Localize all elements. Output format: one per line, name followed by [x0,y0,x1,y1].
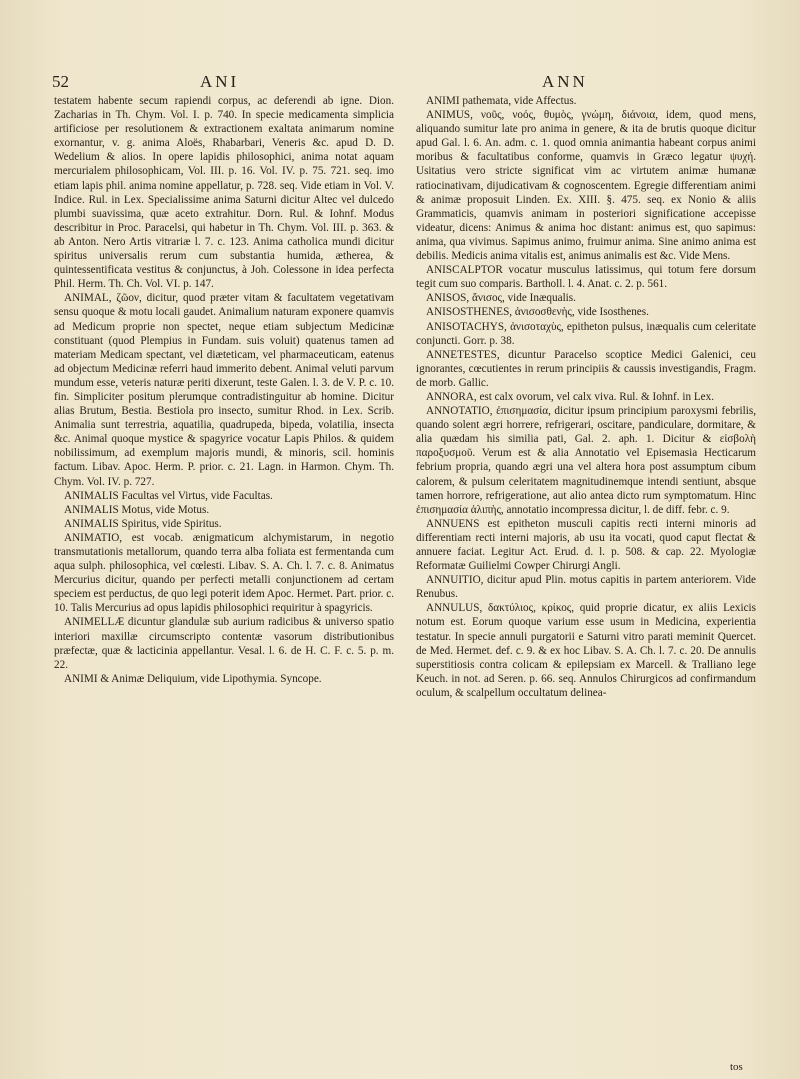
running-head-left: ANI [200,72,240,91]
entry-paragraph: ANIMELLÆ dicuntur glandulæ sub aurium radicibus & universo spatio interiori maxillæ circumscripto contentæ vasorum distributionibus præfectæ, quæ & lacticinia appellantur. Vesal. l. 6. de H. C. F. c. 5. p. m. 22. [54,616,394,671]
page-header [44,72,756,94]
entry-paragraph: ANNUENS est epitheton musculi capitis recti interni minoris ad differentiam recti interni majoris, ab usu ita vocati, quod caput flectat & annuere faciat. Legitur Act. Erud. d. l. p. 508. & cap. 22. Myologiæ Reformatæ Guilielmi Cowper Chirurgi Angli. [416,517,756,573]
entry-paragraph: ANISOTACHYS, ἀνισοταχὺς, epitheton pulsus, inæqualis cum celeritate conjuncti. Gorr. p. 38. [416,320,756,347]
right-column [416,94,756,700]
entry-paragraph: ANNETESTES, dicuntur Paracelso scoptice Medici Galenici, ceu ignorantes, cœcutientes in rerum principiis & caussis investigandis, Fragm. de morb. Gallic. [416,348,756,389]
entry-paragraph: ANIMALIS Spiritus, vide Spiritus. [64,517,222,530]
entry-paragraph: ANIMI pathemata, vide Affectus. [426,95,577,107]
entry-paragraph: ANIMATIO, est vocab. ænigmaticum alchymistarum, in negotio transmutationis metallorum, quando terra alba foliata est fermentanda cum aqua sulph. philosophica, vel cœlesti. Libav. S. A. Ch. l. 7. c. 8. Animatus Mercurius dicitur, quando per perfecti metalli conjunctionem ad certam speciem est perductus, de quo legi poterit idem Apoc. Hermet. Part. prior. c. 10. Talis Mercurius ad opus lapidis philosophici requiritur à spagyricis. [54,531,394,615]
entry-paragraph: ANNULUS, δακτύλιος, κρίκος, quid proprie dicatur, ex aliis Lexicis notum est. Eorum quoque varium esse usum in Medicina, experientia testatur. In specie annuli purgatorii e Saturni vitro parati meminit Quercet. de Med. Hermet. def. c. 9. & ex hoc Libav. S. A. Ch. l. 7. c. 20. De annulis superstitiosis contra colicam & epilepsiam ex Marcell. & Tralliano lege Keuch. in not. ad Seren. p. 66. seq. Annulos Chirurgicos ad confirmandum oculum, & scalpellum occultatum delinea- [416,602,756,699]
entry-paragraph: ANIMAL, ζῶον, dicitur, quod præter vitam & facultatem vegetativam sensu quoque & motu locali gaudet. Animalium naturam exponere quamvis ad Medicum proprie non spectet, neque etiam subjectum Medicinæ constituant (quod Plempius in Fundam. suis voluit) quatenus tamen ad materiam Medicam spectant, vel diæteticam, vel pharmaceuticam, eatenus ad objectum Medicinæ referri haud immerito debent. Animal veluti parvum mundum esse, veteris naturæ periti dixerunt, teste Galen. l. 3. de V. P. c. 10. fin. Simpliciter positum plerumque contradistinguitur ab homine. Dicitur alias Brutum, Bestia. Bestiola pro insecto, sumitur Rhod. in Lex. Scrib. Animalia sunt terrestria, aquatilia, quadrupeda, bipeda, volatilia, insecta &c. Animal quoque mystice & spagyrice vocatur Lapis Philos. & quidem nobilissimum, ad exemplum majoris mundi, & minoris, scil. hominis factum. Libav. Apoc. Herm. P. prior. c. 21. Lagn. in Harmon. Chym. Th. Chym. Vol. IV. p. 727. [54,292,394,488]
page-number: 52 [52,72,69,91]
entry-paragraph: testatem habente secum rapiendi corpus, ac deferendi ab igne. Dion. Zacharias in Th. Chym. Vol. I. p. 740. In specie medicamenta simplicia artificiose per resolutionem & extractionem exaltata animarum nomine exornantur, v. g. anima Aloës, Rhabarbari, Veneris &c. apud D. D. Wedelium & alios. In opere lapidis philosophici, anima notat aquam mercurialem philosophicam, Vol. III. p. 16. Vol. IV. p. 75. 721. seq. imo etiam lapis phil. anima nomine appellatur, p. 728. seq. Vide etiam in Vol. V. Indice. Rul. in Lex. Specialissime anima Saturni dicitur Altec vel dulcedo plumbi suavissima, quæ aceto extrahitur. Dorn. Rul. & Iohnf. Modus describitur in Proc. Paracelsi, qui habetur in Th. Chym. Vol. III. p. 363. & ab Anton. Nero Artis vitrariæ l. 7. c. 123. Anima catholica mundi dicitur spiritus universalis rerum cum substantia humida, ætherea, & quintessentificata vestitus & conjunctus, à Joh. Colessone in idea perfecta Phil. Herm. Th. Ch. Vol. VI. p. 147. [54,95,394,291]
entry-paragraph: ANISOSTHENES, ἀνισοσθενὴς, vide Isosthenes. [426,306,649,319]
entry-paragraph: ANNORA, est calx ovorum, vel calx viva. Rul. & Iohnf. in Lex. [426,390,715,403]
entry-paragraph: ANIMALIS Facultas vel Virtus, vide Facultas. [64,489,273,502]
entry-paragraph: ANIMUS, νοῦς, νοός, θυμὸς, γνώμη, διάνοια, idem, quod mens, aliquando sumitur late pro anima in genere, & ita de brutis quoque dicitur apud Gal. l. 6. An. adm. c. 1. quod omnia animantia habeant corpus animi moribus & facultatibus conforme, quamvis in Græco legatur ψυχή. Usitatius vero stricte significat vim ac virtutem animæ humanæ ratiocinativam, dijudicativam & cognoscentem. Egregie differentiam animi & animæ proposuit Linden. Ex. XIII. §. 475. seq. ex Nonio & aliis Grammaticis, quamvis animam in posteriori significatione accepisse videatur, dicens: Animus & anima hoc distant: animus est, quo sapimus: anima, qua vivimus. Sapimus animo, fruimur anima. Sine animo anima est debilis. Medicis anima vitalis est, animus animalis est &c. Vide Mens. [416,109,756,263]
entry-paragraph: ANISCALPTOR vocatur musculus latissimus, qui totum fere dorsum tegit cum suo comparis. Bartholl. l. 4. Anat. c. 2. p. 561. [416,264,756,291]
entry-paragraph: ANIMI & Animæ Deliquium, vide Lipothymia. Syncope. [64,672,322,685]
running-head-right: ANN [542,72,588,91]
entry-paragraph: ANNUITIO, dicitur apud Plin. motus capitis in partem anteriorem. Vide Renubus. [416,574,756,601]
entry-paragraph: ANIMALIS Motus, vide Motus. [64,503,210,516]
entry-paragraph: ANISOS, ἄνισος, vide Inæqualis. [426,292,576,305]
left-column [54,94,394,686]
entry-paragraph: ANNOTATIO, ἐπισημασία, dicitur ipsum principium paroxysmi febrilis, quando solent ægri horrere, refrigerari, oscitare, pandiculare, dormitare, & alia quædam his similia pati, Gal. 2. aph. 1. Dicitur & εἰσβολὴ παροξυσμοῦ. Verum est & alia Annotatio vel Episemasia Hecticarum febrium propria, quando ægri una vel altera hora post assumptum cibum calorem, & pulsum celeritatem magnitudinemque intendi sentiunt, absque tamen horrore, refrigeratione, aut alio antea dicto rum symptomatum. Hinc ἐπισημασία ἀλιπὴς, annotatio incompressa dicitur, l. de diff. febr. c. 9. [416,405,756,516]
catchword: tos [730,1061,743,1073]
